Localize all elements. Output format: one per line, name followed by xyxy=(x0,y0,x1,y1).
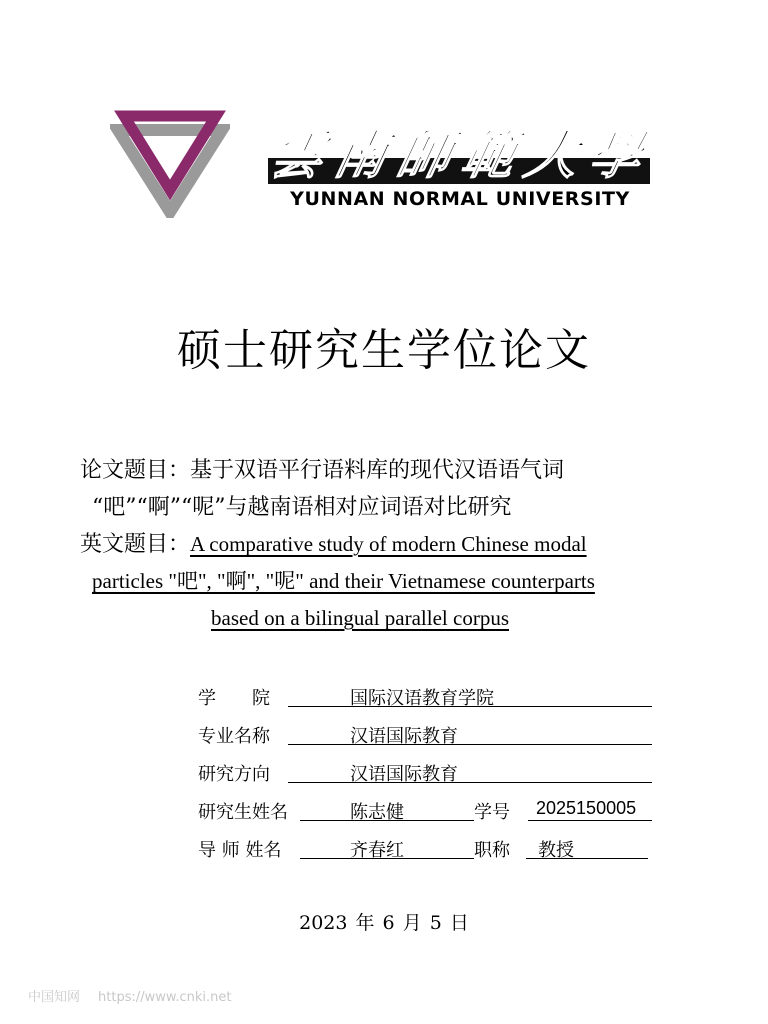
thesis-info xyxy=(198,680,658,870)
direction-value: 汉语国际教育 xyxy=(350,764,458,785)
en-title-row-3 xyxy=(80,600,660,637)
watermark-url: https://www.cnki.net xyxy=(98,990,232,1005)
advisor-title-label: 职称 xyxy=(474,840,510,861)
college-row xyxy=(198,680,658,718)
thesis-titles xyxy=(80,452,660,637)
calligraphy-char: 學 xyxy=(583,124,651,186)
major-value: 汉语国际教育 xyxy=(350,726,458,747)
date: 2023 年 6 月 5 日 xyxy=(299,912,469,934)
college-label: 学 院 xyxy=(198,688,270,709)
cn-title-row-2 xyxy=(80,489,660,526)
direction-row xyxy=(198,756,658,794)
college-value: 国际汉语教育学院 xyxy=(350,688,494,709)
direction-label: 研究方向 xyxy=(198,764,270,785)
major-field xyxy=(288,722,652,745)
advisor-row xyxy=(198,832,658,870)
university-name-en: YUNNAN NORMAL UNIVERSITY xyxy=(290,188,630,210)
en-title-row-2 xyxy=(80,563,660,600)
cn-title-line-1: 基于双语平行语料库的现代汉语语气词 xyxy=(190,458,565,483)
en-title-line-1: A comparative study of modern Chinese modal xyxy=(190,532,587,556)
cn-title-label: 论文题目： xyxy=(80,458,191,483)
advisor-value: 齐春红 xyxy=(350,840,404,861)
en-title-label: 英文题目： xyxy=(80,532,191,557)
direction-field xyxy=(288,760,652,783)
calligraphy-char: 師 xyxy=(392,124,460,186)
advisor-title-field xyxy=(526,836,648,859)
calligraphy-char: 範 xyxy=(456,124,524,186)
watermark-site: 中国知网 xyxy=(28,990,81,1005)
page-title: 硕士研究生学位论文 xyxy=(177,325,591,376)
en-title-row-1 xyxy=(80,526,660,563)
university-emblem xyxy=(110,108,230,218)
calligraphy-char: 雲 xyxy=(265,124,333,186)
student-id-field xyxy=(528,798,652,821)
student-row xyxy=(198,794,658,832)
major-label: 专业名称 xyxy=(198,726,270,747)
university-name-calligraphy xyxy=(265,118,651,186)
advisor-title-value: 教授 xyxy=(538,840,574,861)
student-field xyxy=(300,798,474,821)
calligraphy-char: 南 xyxy=(328,124,396,186)
calligraphy-char: 大 xyxy=(519,124,587,186)
cn-title-line-2: “吧”“啊”“呢”与越南语相对应词语对比研究 xyxy=(92,495,512,520)
student-id-label: 学号 xyxy=(474,802,510,823)
cn-title-row-1 xyxy=(80,452,660,489)
student-value: 陈志健 xyxy=(350,802,404,823)
college-field xyxy=(288,684,652,707)
student-label: 研究生姓名 xyxy=(198,802,288,823)
advisor-field xyxy=(300,836,474,859)
student-id-value: 2025150005 xyxy=(536,798,637,818)
en-title-line-2: particles "吧", "啊", "呢" and their Vietnamese counterparts xyxy=(92,569,595,593)
advisor-label: 导 师 姓名 xyxy=(198,840,282,861)
major-row xyxy=(198,718,658,756)
cnki-watermark xyxy=(28,986,231,1005)
en-title-line-3: based on a bilingual parallel corpus xyxy=(211,606,509,630)
